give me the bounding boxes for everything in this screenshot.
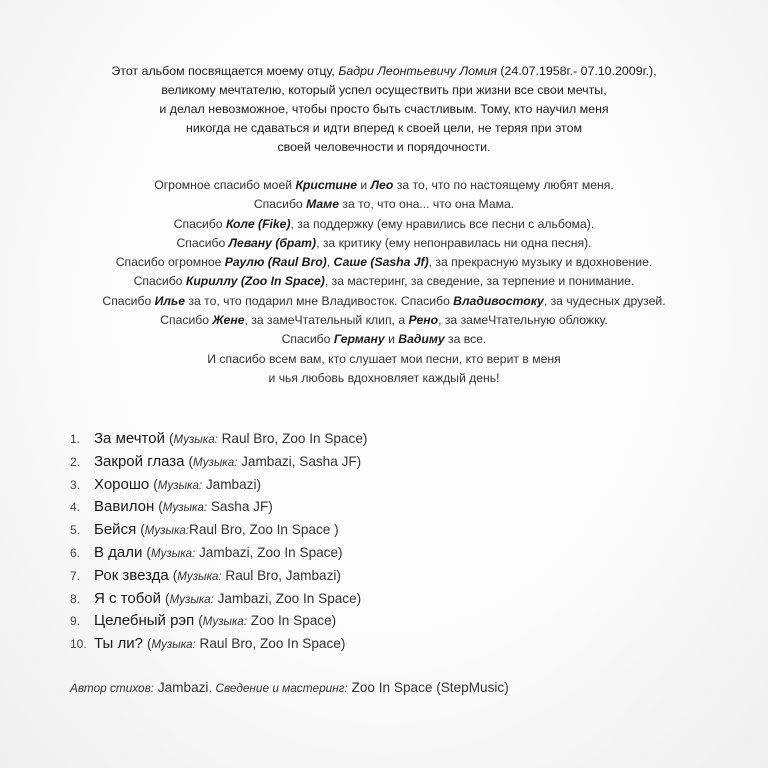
track-number: 4.	[70, 500, 81, 515]
track-title: За мечтой	[94, 430, 165, 447]
track-number: 3.	[70, 477, 81, 492]
thanks-name: Коле (Fike)	[225, 216, 291, 231]
thanks-line: И спасибо всем вам, кто слушает мои песни, кто верит в меня	[207, 351, 561, 366]
track-credits: (Музыка: Zoo In Space)	[198, 613, 337, 629]
dedication-paragraph	[0, 62, 768, 157]
thanks-line: Спасибо Коле (Fike), за поддержку (ему нравились все песни с альбома).	[173, 216, 595, 231]
track-title: Бейся	[94, 521, 137, 539]
dedication-line: великому мечтателю, который успел осуществить при жизни все свои мечты,	[161, 83, 607, 97]
track-list	[70, 428, 750, 656]
lyrics-value: Jambazi.	[154, 680, 213, 695]
thanks-name: Кристине	[295, 178, 358, 192]
thanks-name: Раулю (Raul Bro)	[224, 255, 327, 270]
thanks-line: и чья любовь вдохновляет каждый день!	[268, 370, 500, 385]
track-title: Рок звезда	[94, 566, 169, 584]
thanks-paragraph	[0, 176, 768, 388]
thanks-name: Лео	[370, 178, 394, 192]
track-number: 6.	[70, 545, 81, 560]
track-title: В дали	[94, 543, 143, 561]
track-item	[70, 633, 750, 656]
track-credits: (Музыка: Raul Bro, Zoo In Space)	[168, 431, 368, 446]
father-name: Бадри Леонтьевичу Ломия	[338, 64, 497, 78]
track-item	[70, 428, 750, 451]
track-credits: (Музыка: Jambazi, Sasha JF)	[188, 453, 362, 469]
dedication-line: Этот альбом посвящается моему отцу, Бадри Леонтьевичу Ломия (24.07.1958г.- 07.10.2009г.),	[111, 64, 657, 78]
track-title: Я с тобой	[94, 589, 162, 607]
mix-label: Сведение и мастеринг:	[212, 681, 348, 695]
track-number: 7.	[70, 568, 81, 583]
track-number: 2.	[70, 454, 81, 469]
track-title: Вавилон	[94, 498, 155, 516]
thanks-line: Спасибо Маме за то, что она... что она Мама.	[253, 197, 515, 212]
dedication-line: и делал невозможное, чтобы просто быть счастливым. Тому, кто научил меня	[159, 102, 609, 116]
thanks-line: Спасибо Илье за то, что подарил мне Владивосток. Спасибо Владивостоку, за чудесных друзей.	[102, 293, 666, 308]
thanks-name: Левану (брат)	[228, 235, 317, 250]
lyrics-label: Автор стихов:	[70, 681, 155, 695]
thanks-name: Кириллу (Zoo In Space)	[185, 274, 325, 289]
track-item	[70, 451, 750, 474]
thanks-line: Спасибо Жене, за замеЧтательный клип, а Рено, за замеЧтательную обложку.	[160, 313, 608, 328]
track-item	[70, 519, 750, 542]
track-credits: (Музыка: Jambazi, Zoo In Space)	[146, 544, 343, 560]
thanks-name: Рено	[408, 313, 439, 328]
track-item	[70, 610, 750, 633]
mix-value: Zoo In Space (StepMusic)	[347, 680, 509, 695]
track-item	[70, 496, 750, 519]
thanks-name: Герману	[333, 332, 385, 347]
thanks-name: Илье	[154, 293, 185, 308]
track-item	[70, 542, 750, 565]
thanks-line: Спасибо огромное Раулю (Raul Bro), Саше (Sasha Jf), за прекрасную музыку и вдохновение.	[115, 255, 653, 270]
track-credits: (Музыка:Raul Bro, Zoo In Space )	[140, 522, 339, 538]
thanks-line: Спасибо Герману и Вадиму за все.	[281, 332, 487, 347]
thanks-line: Спасибо Кириллу (Zoo In Space), за мастеринг, за сведение, за терпение и понимание.	[133, 274, 635, 289]
track-credits: (Музыка: Raul Bro, Jambazi)	[172, 567, 341, 583]
track-number: 8.	[70, 591, 81, 606]
track-credits: (Музыка: Raul Bro, Zoo In Space)	[146, 636, 346, 652]
track-title: Ты ли?	[94, 635, 143, 653]
track-item	[70, 565, 750, 588]
track-credits: (Музыка: Sasha JF)	[158, 499, 273, 515]
track-number: 1.	[70, 432, 81, 446]
dedication-line: никогда не сдаваться и идти вперед к своей цели, не теряя при этом	[186, 121, 582, 135]
track-title: Хорошо	[94, 475, 150, 493]
track-credits: (Музыка: Jambazi, Zoo In Space)	[165, 590, 362, 606]
track-number: 10.	[70, 637, 87, 652]
dedication-line: своей человечности и порядочности.	[277, 140, 491, 154]
track-title: Закрой глаза	[94, 452, 185, 470]
album-credits	[70, 680, 509, 695]
thanks-name: Маме	[306, 197, 339, 212]
thanks-name: Жене	[212, 313, 245, 328]
thanks-name: Саше (Sasha Jf)	[333, 255, 429, 270]
thanks-name: Вадиму	[398, 332, 445, 347]
track-number: 9.	[70, 614, 81, 629]
thanks-line: Огромное спасибо моей Кристине и Лео за то, что по настоящему любят меня.	[154, 178, 614, 192]
thanks-line: Спасибо Левану (брат), за критику (ему непонравилась ни одна песня).	[176, 235, 592, 250]
track-item	[70, 474, 750, 497]
track-title: Целебный рэп	[94, 612, 195, 630]
track-item	[70, 588, 750, 611]
thanks-name: Владивостоку	[453, 293, 544, 308]
track-credits: (Музыка: Jambazi)	[153, 476, 261, 492]
track-number: 5.	[70, 523, 81, 538]
